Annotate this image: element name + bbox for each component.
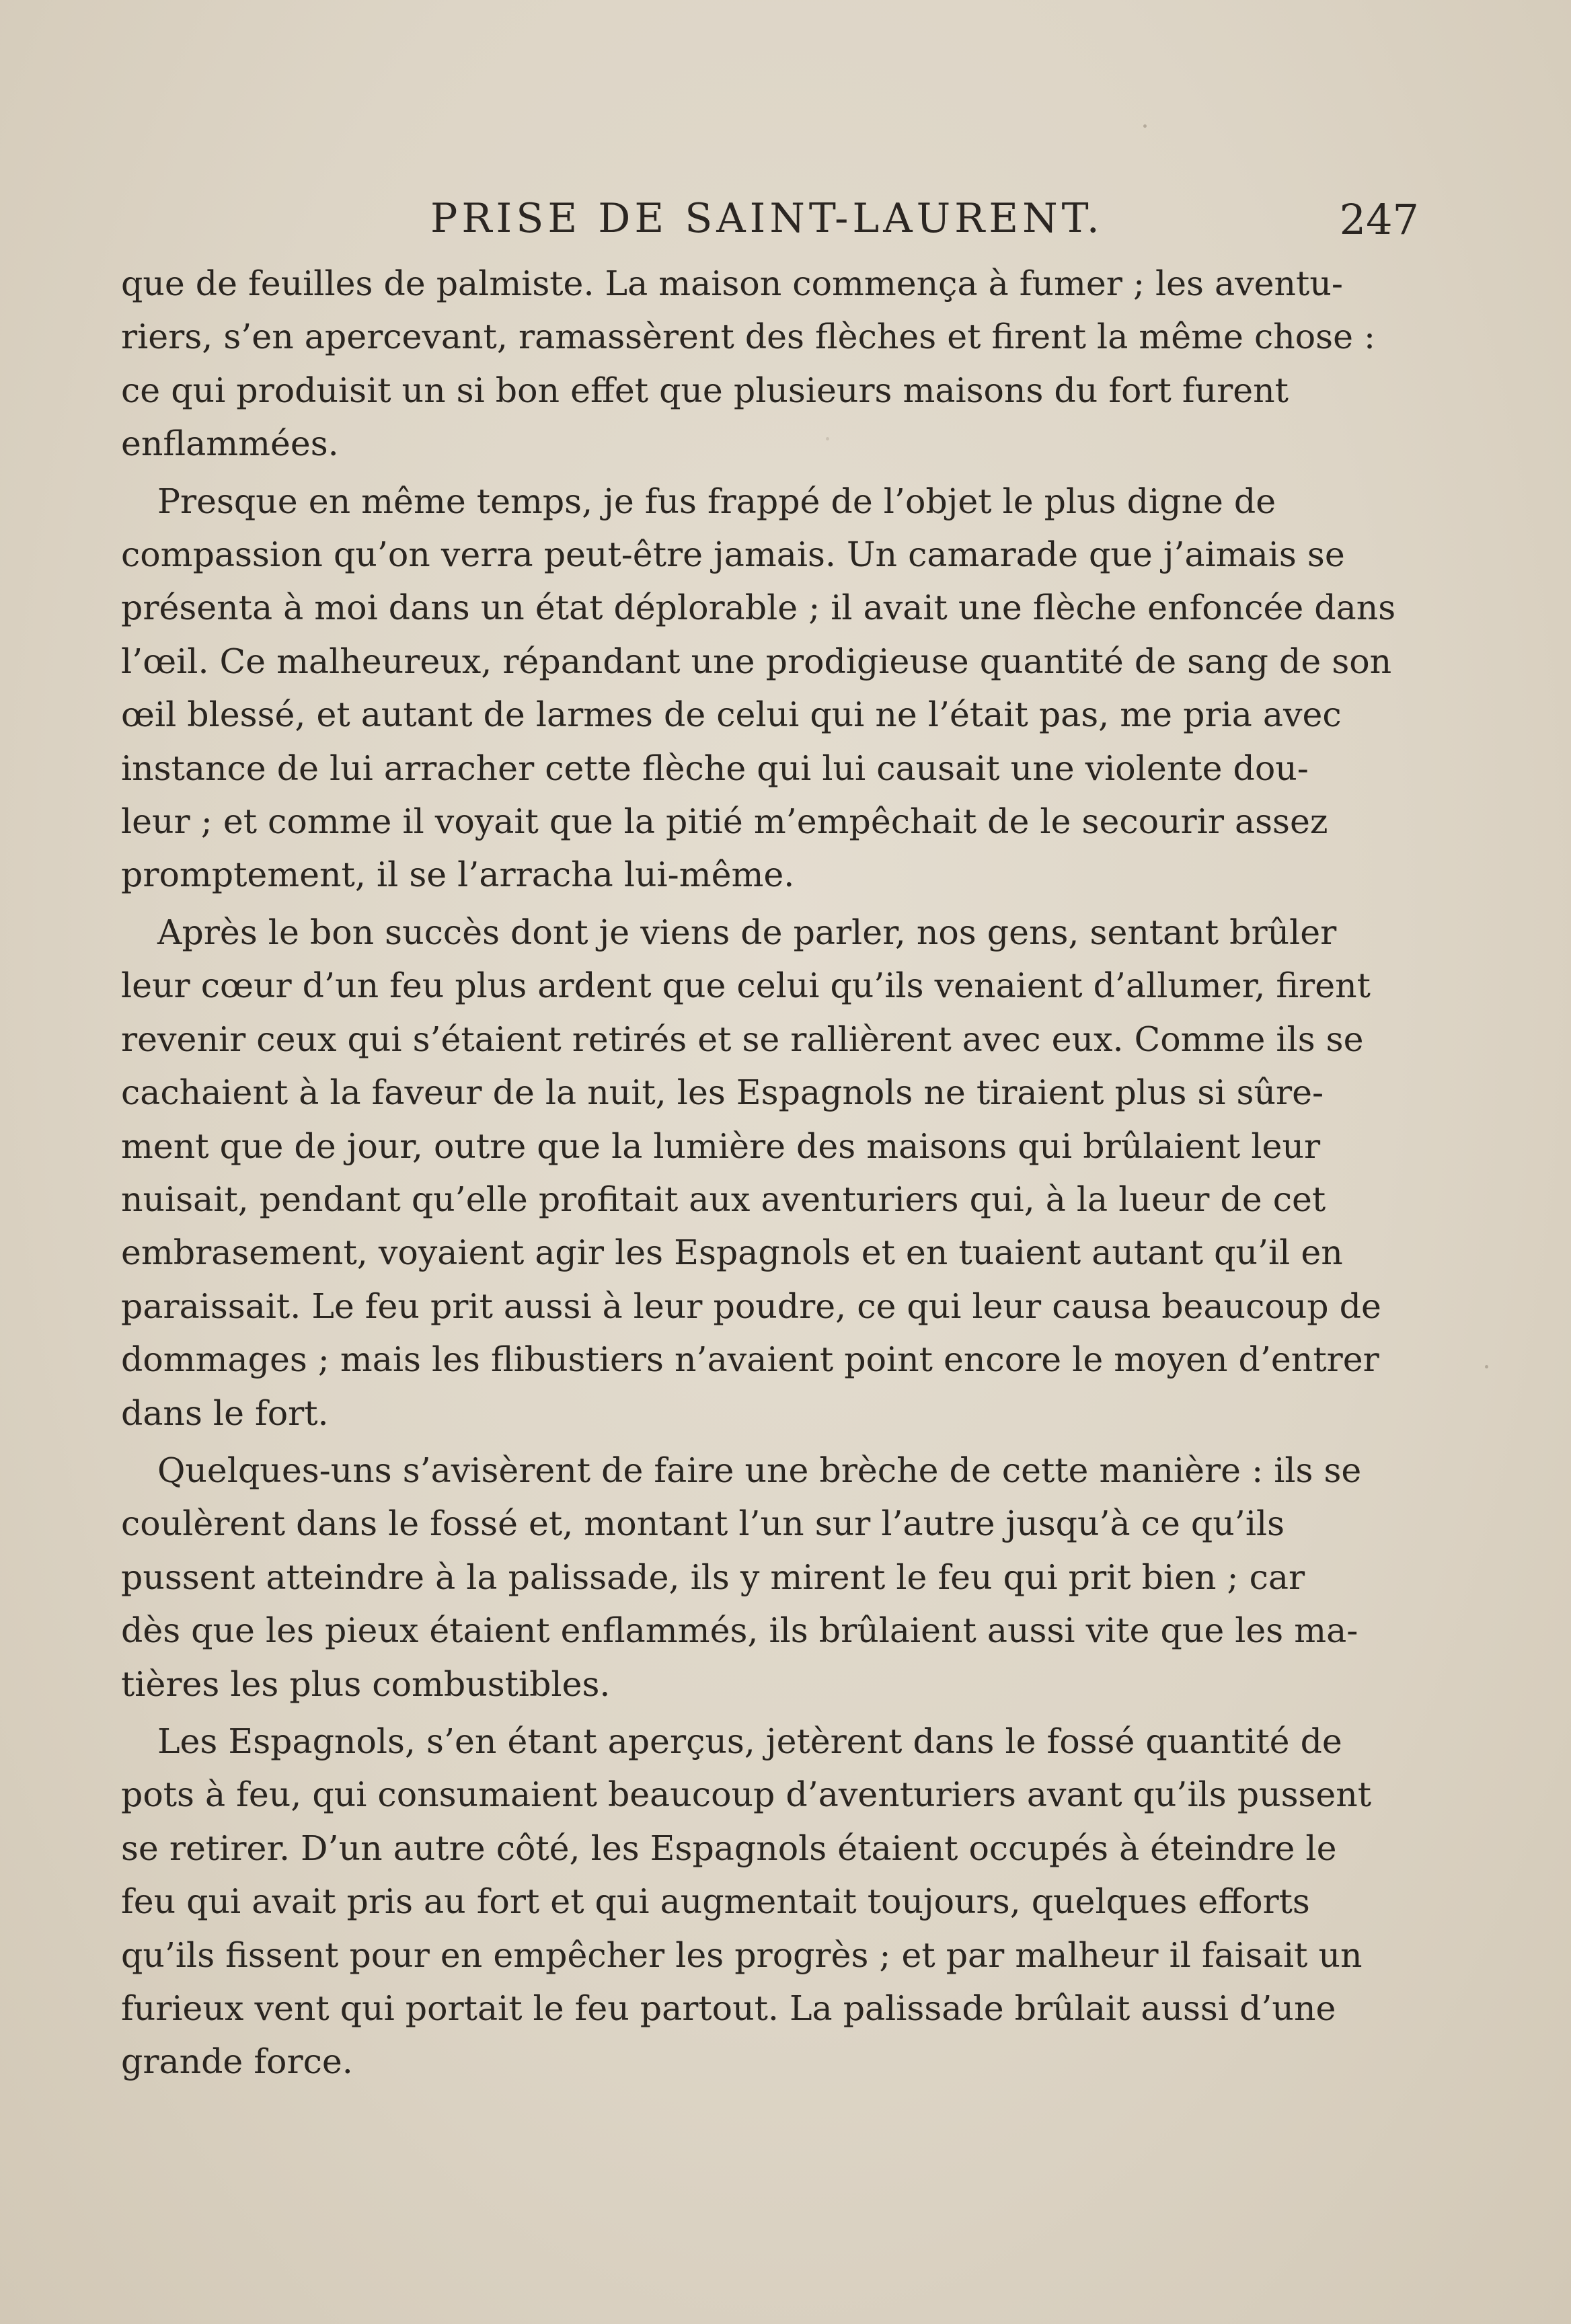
paper-speck: [1485, 1365, 1488, 1368]
page-number: 247: [1339, 195, 1419, 244]
paper-speck: [1143, 124, 1147, 128]
paragraph: Les Espagnols, s’en étant aperçus, jetèrent dans le fossé quantité de pots à feu, qui consumaient beaucoup d’aventuriers avant qu’ils pussent se retirer. D’un autre côté, les Espagnols étaient occupés à éteindre le feu qui avait pris au fort et qui augmentait toujours, quelques efforts qu’ils fissent pour en empêcher les progrès ; et par malheur il faisait un furieux vent qui portait le feu partout. La palissade brûlait aussi d’une grande force.: [121, 1721, 1372, 2082]
paragraph: Après le bon succès dont je viens de parler, nos gens, sentant brûler leur cœur d’un feu plus ardent que celui qu’ils venaient d’allumer, firent revenir ceux qui s’étaient retirés et se rallièrent avec eux. Comme ils se cachaient à la faveur de la nuit, les Espagnols ne tiraient plus si sûre- ment que de jour, outre que la lumière des maisons qui brûlaient leur nuisait, pendant qu’elle profitait aux aventuriers qui, à la lueur de cet embrasement, voyaient agir les Espagnols et en tuaient autant qu’il en paraissait. Le feu prit aussi à leur poudre, ce qui leur causa beaucoup de dommages ; mais les flibustiers n’avaient point encore le moyen d’entrer dans le fort.: [121, 912, 1381, 1433]
paragraph: Quelques-uns s’avisèrent de faire une brèche de cette manière : ils se coulèrent dans le fossé et, montant l’un sur l’autre jusqu’à ce qu’ils pussent atteindre à la palissade, ils y mirent le feu qui prit bien ; car dès que les pieux étaient enflammés, ils brûlaient aussi vite que les ma- tières les plus combustibles.: [121, 1450, 1362, 1704]
running-head: [121, 188, 1419, 256]
body-text: [121, 257, 1419, 2093]
paragraph: Presque en même temps, je fus frappé de l’objet le plus digne de compassion qu’on verra peut-être jamais. Un camarade que j’aimais se présenta à moi dans un état déplorable ; il avait une flèche enfoncée dans l’œil. Ce malheureux, répandant une prodigieuse quantité de sang de son œil blessé, et autant de larmes de celui qui ne l’était pas, me pria avec instance de lui arracher cette flèche qui lui causait une violente dou- leur ; et comme il voyait que la pitié m’empêchait de le secourir assez promptement, il se l’arracha lui-même.: [121, 481, 1396, 895]
paper-speck: [826, 437, 829, 440]
chapter-running-title: PRISE DE SAINT-LAURENT.: [430, 195, 1104, 242]
paragraph: que de feuilles de palmiste. La maison commença à fumer ; les aventu- riers, s’en apercevant, ramassèrent des flèches et firent la même chose : ce qui produisit un si bon effet que plusieurs maisons du fort furent enflammées.: [121, 264, 1376, 464]
